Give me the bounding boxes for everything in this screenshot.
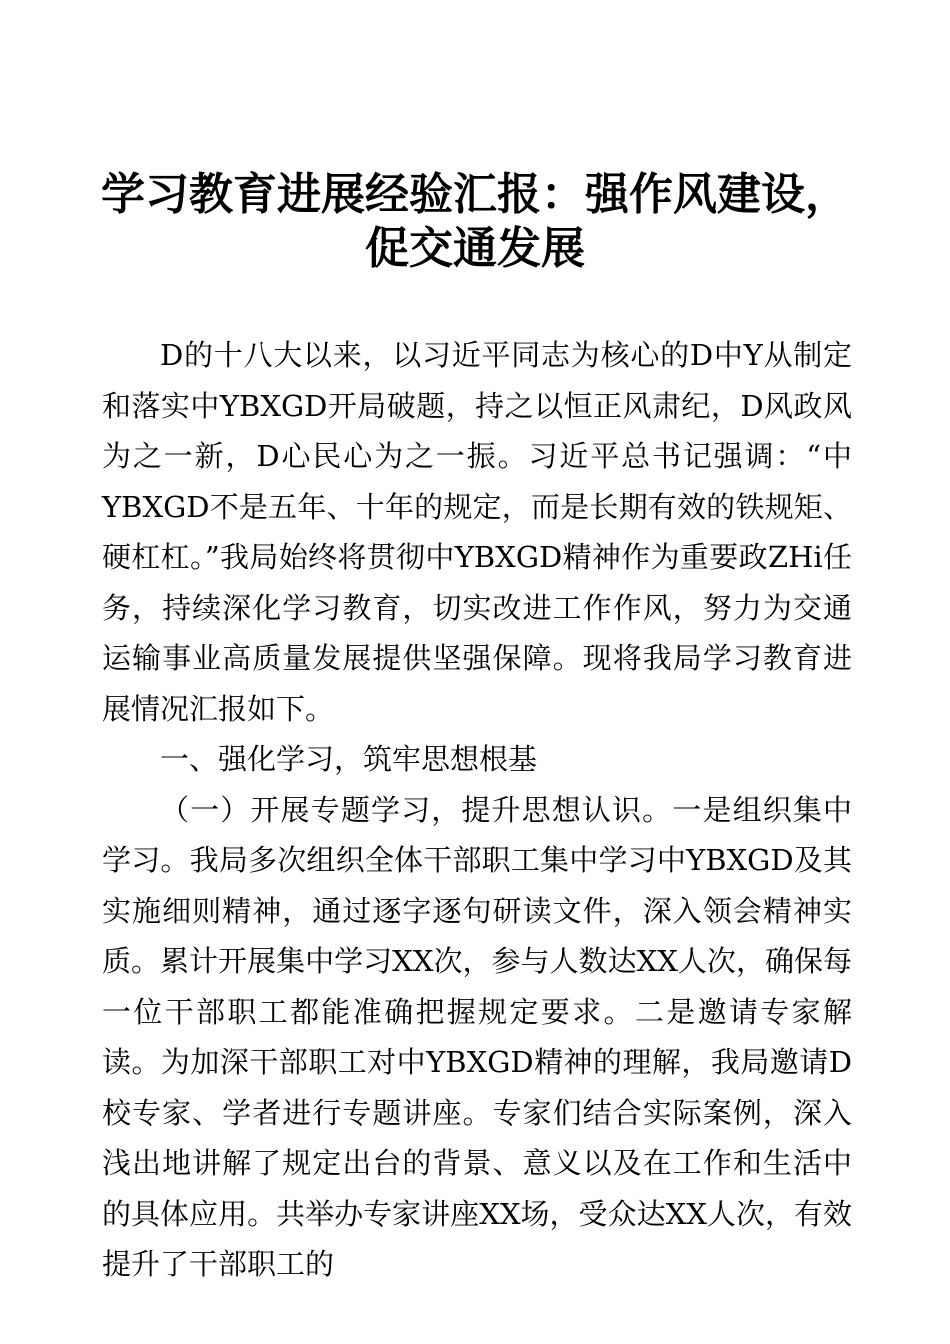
subsection-paragraph: （一）开展专题学习，提升思想认识。一是组织集中学习。我局多次组织全体干部职工集中学习中YBXGD及其实施细则精神，通过逐字逐句研读文件，深入领会精神实质。累计开展集中学习XX次，参与人数达XX人次，确保每一位干部职工都能准确把握规定要求。二是邀请专家解读。为加深干部职工对中YBXGD精神的理解，我局邀请D校专家、学者进行专题讲座。专家们结合实际案例，深入浅出地讲解了规定出台的背景、意义以及在工作和生活中的具体应用。共举办专家讲座XX场，受众达XX人次，有效提升了干部职工的 xyxy=(102,792,852,1281)
document-title: 学习教育进展经验汇报：强作风建设，促交通发展 xyxy=(101,169,849,274)
section-heading: 一、强化学习，筑牢思想根基 xyxy=(160,742,538,776)
document-body xyxy=(102,330,852,1290)
intro-paragraph: D的十八大以来，以习近平同志为核心的D中Y从制定和落实中YBXGD开局破题，持之以恒正风肃纪，D风政风为之一新，D心民心为之一振。习近平总书记强调：“中YBXGD不是五年、十年的规定，而是长期有效的铁规矩、硬杠杠。”我局始终将贯彻中YBXGD精神作为重要政ZHi任务，持续深化学习教育，切实改进工作作风，努力为交通运输事业高质量发展提供坚强保障。现将我局学习教育进展情况汇报如下。 xyxy=(102,338,852,726)
